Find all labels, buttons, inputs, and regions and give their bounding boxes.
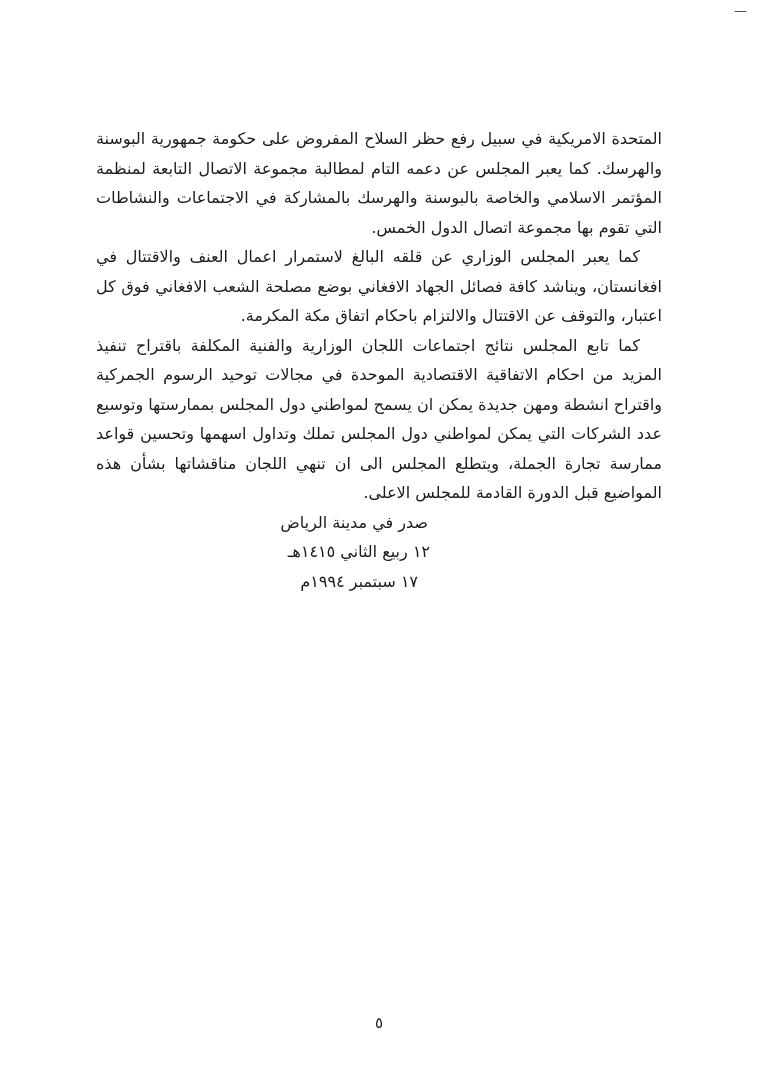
- paragraph-afghanistan: كما يعبر المجلس الوزاري عن قلقه البالغ لاستمرار اعمال العنف والاقتتال في افغانستان، ويناشد كافة فصائل الجهاد الافغاني بوضع مصلحة الشعب الافغاني فوق كل اعتبار، والتوقف عن الاقتتال والالتزام باحكام اتفاق مكة المكرمة.: [96, 247, 662, 325]
- page-number: ٥: [374, 1014, 384, 1032]
- corner-mark: —: [734, 4, 746, 19]
- document-text-block: [96, 124, 662, 596]
- issued-at-line: صدر في مدينة الرياض: [280, 512, 428, 532]
- hijri-date-line: ١٢ ربيع الثاني ١٤١٥هـ: [287, 542, 430, 561]
- paragraph-economic-agreement: كما تابع المجلس نتائج اجتماعات اللجان الوزارية والفنية المكلفة باقتراح تنفيذ المزيد من احكام الاتفاقية الاقتصادية الموحدة في مجالات توحيد الرسوم الجمركية واقتراح انشطة ومهن جديدة يمكن ان يسمح لمواطني دول المجلس بممارستها وتوسيع عدد الشركات التي يمكن لمواطني دول المجلس تملك وتداول اسهمها وتحسين قواعد ممارسة تجارة الجملة، ويتطلع المجلس الى ان تنهي اللجان مناقشاتها بشأن هذه المواضيع قبل الدورة القادمة للمجلس الاعلى.: [96, 335, 662, 502]
- gregorian-date-line: ١٧ سبتمبر ١٩٩٤م: [300, 571, 418, 591]
- paragraph-bosnia-continuation: المتحدة الامريكية في سبيل رفع حظر السلاح المفروض على حكومة جمهورية البوسنة والهرسك. كما يعبر المجلس عن دعمه التام لمطالبة مجموعة الاتصال التابعة لمنظمة المؤتمر الاسلامي والخاصة بالبوسنة والهرسك بالمشاركة في الاجتماعات والنشاطات التي تقوم بها مجموعة اتصال الدول الخمس.: [96, 129, 662, 237]
- signature-block: [96, 508, 430, 597]
